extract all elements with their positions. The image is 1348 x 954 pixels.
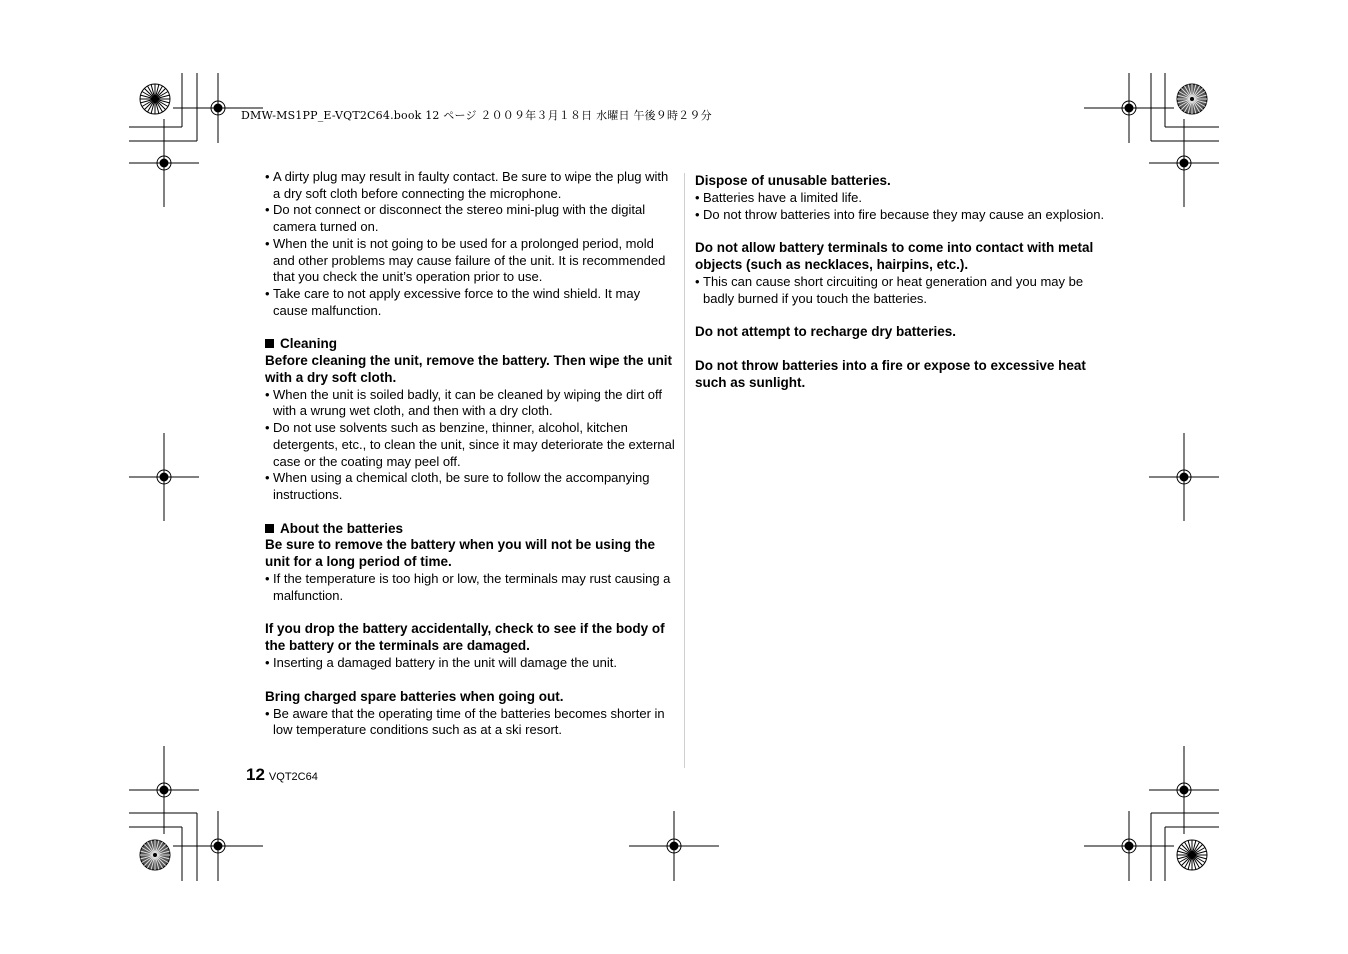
registration-mark-icon <box>629 811 719 881</box>
bullet-item: • When the unit is not going to be used for a prolonged period, mold and other problems may cause failure of the unit. It is recommended that you check the unit’s operation prior to use. <box>265 235 666 285</box>
bullet-dot: • <box>265 386 270 402</box>
color-target-icon <box>1177 84 1207 114</box>
bullet-item: • Do not use solvents such as benzine, thinner, alcohol, kitchen detergents, etc., to clean the unit, since it may deteriorate the external case or the coating may peel off. <box>265 420 675 469</box>
bullet-dot: • <box>265 571 270 587</box>
bullet-item: • Be aware that the operating time of the batteries becomes shorter in low temperature conditions such as at a ski resort. <box>265 705 665 738</box>
bullet-item: • This can cause short circuiting or heat generation and you may be badly burned if you touch the batteries. <box>695 273 1084 306</box>
registration-mark-icon <box>129 119 199 207</box>
registration-mark-icon <box>173 811 263 881</box>
registration-mark-icon <box>129 433 199 521</box>
registration-mark-icon <box>1084 73 1174 143</box>
color-target-icon <box>140 84 170 114</box>
bullet-dot: • <box>265 470 270 486</box>
page-number: 12 <box>246 765 265 784</box>
bullet-item: • When using a chemical cloth, be sure to follow the accompanying instructions. <box>265 470 650 502</box>
bold-instruction: Do not throw batteries into a fire or expose to excessive heat such as sunlight. <box>695 358 1086 390</box>
bullet-dot: • <box>265 169 270 184</box>
bold-instruction: Be sure to remove the battery when you will not be using the unit for a long period of time. <box>265 537 656 570</box>
document-code: VQT2C64 <box>268 771 318 783</box>
section-heading-cleaning: Cleaning <box>265 336 677 353</box>
section-heading-batteries: About the batteries <box>265 521 677 538</box>
bullet-dot: • <box>695 273 700 289</box>
registration-mark-icon <box>1149 746 1219 834</box>
bold-instruction: Bring charged spare batteries when going out. <box>265 688 564 704</box>
bullet-item: • If the temperature is too high or low, the terminals may rust causing a malfunction. <box>265 571 671 603</box>
book-header-line: DMW-MS1PP_E-VQT2C64.book 12 ページ ２００９年３月１８日 水曜日 午後９時２９分 <box>241 109 712 122</box>
column-divider <box>684 173 685 768</box>
bullet-dot: • <box>265 705 270 721</box>
bullet-item: • A dirty plug may result in faulty contact. Be sure to wipe the plug with a dry soft cloth before connecting the microphone. <box>265 169 669 201</box>
bullet-dot: • <box>695 206 700 222</box>
bullet-item: • When the unit is soiled badly, it can be cleaned by wiping the dirt off with a wrung wet cloth, and then with a dry cloth. <box>265 386 663 419</box>
bullet-item: • Do not throw batteries into fire because they may cause an explosion. <box>695 206 1105 222</box>
square-bullet-icon <box>265 339 274 348</box>
bullet-dot: • <box>265 655 270 671</box>
registration-mark-icon <box>1149 119 1219 207</box>
bullet-dot: • <box>265 202 270 218</box>
bullet-dot: • <box>265 235 270 251</box>
bullet-dot: • <box>265 420 270 436</box>
bold-instruction: Do not allow battery terminals to come into contact with metal objects (such as necklaces, hairpins, etc.). <box>695 240 1094 272</box>
left-column <box>265 169 677 739</box>
registration-mark-icon <box>1149 433 1219 521</box>
square-bullet-icon <box>265 524 274 533</box>
bullet-item: • Do not connect or disconnect the stereo mini-plug with the digital camera turned on. <box>265 202 646 235</box>
bullet-item: • Take care to not apply excessive force to the wind shield. It may cause malfunction. <box>265 285 641 318</box>
registration-mark-icon <box>1084 811 1174 881</box>
color-target-icon <box>140 840 170 870</box>
bullet-item: • Batteries have a limited life. <box>695 189 862 205</box>
bullet-dot: • <box>265 285 270 301</box>
bold-instruction: Do not attempt to recharge dry batteries. <box>695 324 957 340</box>
bullet-dot: • <box>695 189 700 205</box>
page-footer <box>246 765 318 785</box>
bold-instruction: Dispose of unusable batteries. <box>695 173 891 188</box>
registration-mark-icon <box>129 746 199 834</box>
bold-instruction: If you drop the battery accidentally, check to see if the body of the battery or the terminals are damaged. <box>265 621 665 654</box>
right-column <box>695 173 1105 392</box>
bullet-item: • Inserting a damaged battery in the unit will damage the unit. <box>265 655 617 671</box>
color-target-icon <box>1177 840 1207 870</box>
bold-instruction: Before cleaning the unit, remove the battery. Then wipe the unit with a dry soft cloth. <box>265 353 673 385</box>
